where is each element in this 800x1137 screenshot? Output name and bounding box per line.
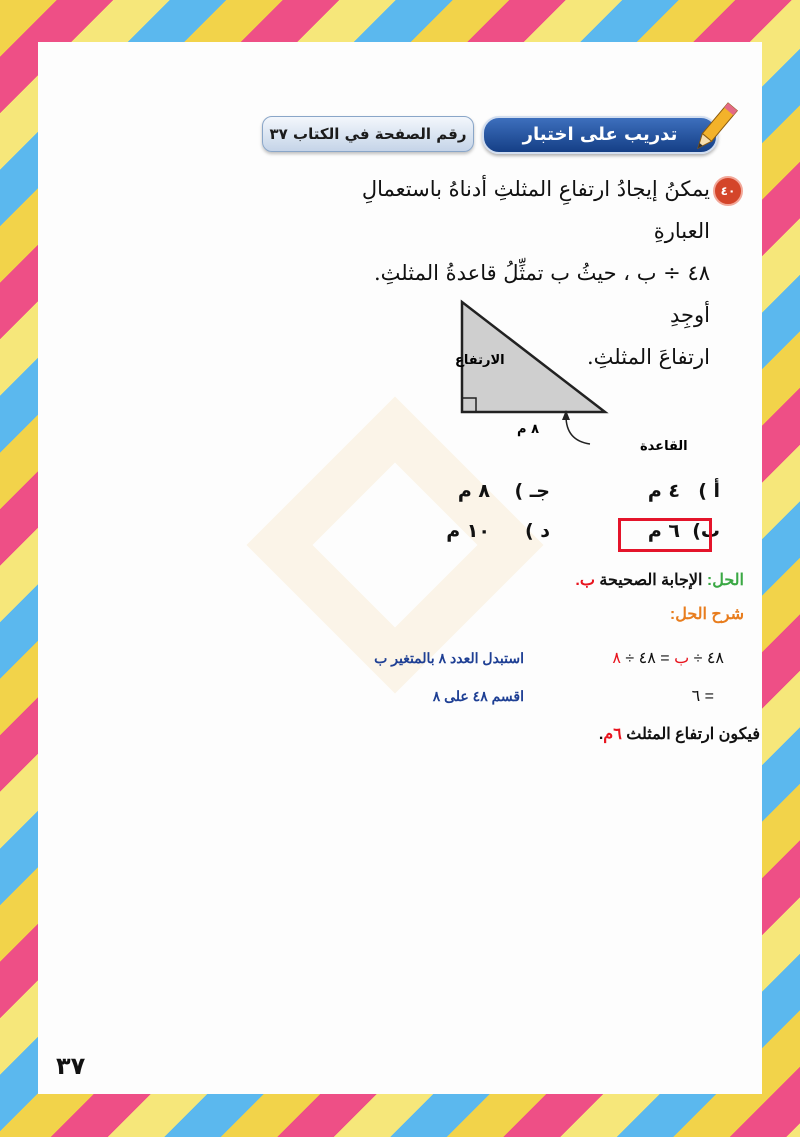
- section-title: تدريب على اختبار: [482, 116, 718, 154]
- conclusion-text: فيكون ارتفاع المثلث: [626, 726, 760, 743]
- conclusion-end: .: [598, 726, 604, 743]
- step1-variable: ب: [674, 650, 690, 667]
- page-reference-label: رقم الصفحة في الكتاب ٣٧: [262, 116, 474, 152]
- option-b-value: ٦ م: [647, 520, 680, 542]
- explanation-label: شرح الحل:: [669, 606, 744, 623]
- solution-answer-line: [575, 570, 744, 590]
- step1-end: ٨: [612, 650, 621, 667]
- option-d-value: ١٠ م: [446, 520, 490, 542]
- base-value-label: ٨ م: [517, 422, 539, 437]
- option-a-letter: أ ): [698, 480, 720, 502]
- base-label: القاعدة: [640, 439, 688, 454]
- solution-answer-text: الإجابة الصحيحة: [599, 572, 703, 589]
- step1-middle: = ٤٨ ÷: [625, 650, 670, 667]
- option-c-value: ٨ م: [457, 480, 490, 502]
- selected-answer-highlight: [618, 518, 712, 552]
- conclusion-line: [599, 724, 760, 744]
- step1-note: استبدل العدد ٨ بالمتغير ب: [374, 650, 524, 666]
- section-banner: [478, 100, 740, 162]
- option-c-letter: جـ ): [514, 480, 550, 502]
- question-line-3: ارتفاعَ المثلثِ.: [586, 345, 710, 369]
- option-b-letter: ب): [692, 520, 720, 542]
- pencil-icon: [688, 100, 740, 158]
- question-number-badge: ٤٠: [713, 176, 743, 206]
- equation-step-1: [612, 648, 724, 668]
- step1-start: ٤٨ ÷: [693, 650, 724, 667]
- height-label: الارتفاع: [455, 353, 505, 368]
- triangle-figure: [400, 296, 688, 461]
- base-pointer-arrow: [566, 416, 590, 444]
- solution-label: الحل:: [706, 572, 744, 589]
- question-line-1: يمكنُ إيجادُ ارتفاعِ المثلثِ أدناهُ باستعمالِ العبارةِ: [361, 177, 710, 243]
- solution-answer-value: ب.: [575, 572, 595, 589]
- option-d-letter: د ): [524, 520, 550, 542]
- step2-note: اقسم ٤٨ على ٨: [432, 688, 524, 704]
- page-number: ٣٧: [56, 1052, 86, 1080]
- question-line-2: ٤٨ ÷ ب ، حيثُ ب تمثِّلُ قاعدةُ المثلثِ. أوجِدِ: [374, 261, 710, 327]
- equation-step-2: = ٦: [691, 688, 714, 705]
- conclusion-value: ٦م: [603, 726, 622, 743]
- option-a-value: ٤ م: [647, 480, 680, 502]
